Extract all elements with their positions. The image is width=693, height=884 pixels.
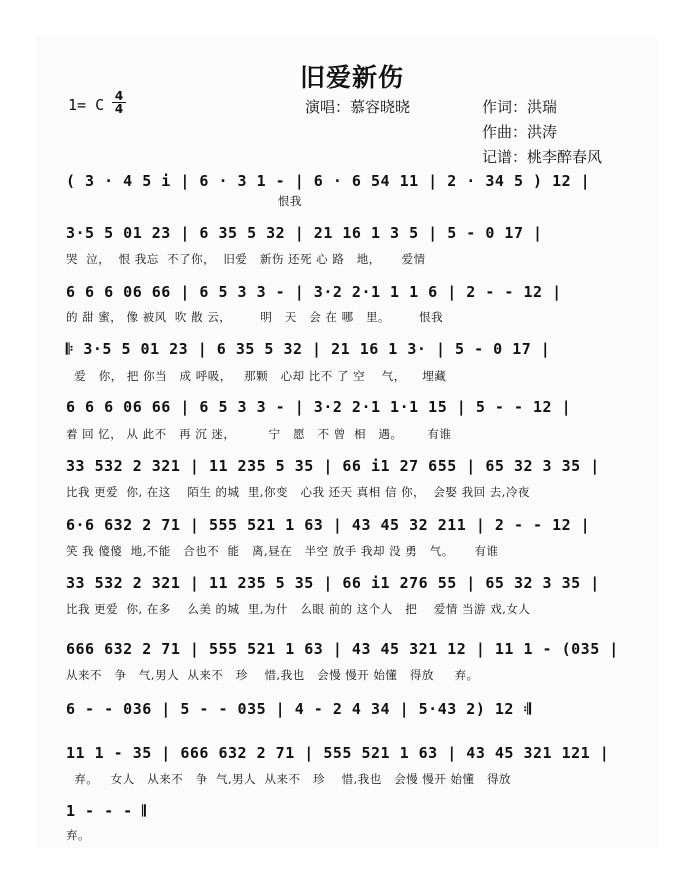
notation-line-9: 666 632 2 71 | 555 521 1 63 | 43 45 321 12 | 11 1 - (035 | [66,640,619,658]
lyric-line-3: 的 甜 蜜， 像 被风 吹 散 云， 明 天 会 在 哪 里。 恨我 [66,310,444,324]
composer-credit: 作曲：洪涛 [482,123,558,141]
notation-line-8: 33 532 2 321 | 11 235 5 35 | 66 i1 276 55 | 65 32 3 35 | [66,574,600,592]
notation-line-12: 1 - - - 𝄂 [66,802,147,820]
lyric-line-1: 恨我 [66,194,302,208]
transcriber-credit: 记谱：桃李醉春风 [482,148,603,166]
song-title: 旧爱新伤 [300,63,405,92]
lyric-line-9: 从来不 争 气,男人 从来不 珍 惜,我也 会慢 慢开 始懂 得放 弃。 [66,668,479,682]
lyric-line-5: 着 回 忆， 从 此不 再 沉 迷， 宁 愿 不 曾 相 遇。 有谁 [66,427,452,441]
lyric-line-8: 比我 更爱 你, 在多 么美 的城 里,为什 么眼 前的 这个人 把 爱情 当游 戏,女人 [66,602,531,616]
singer-credit: 演唱：慕容晓晓 [305,98,411,116]
key-signature: 1= C [68,96,105,114]
meter-denominator: 4 [114,102,124,116]
notation-line-4: 𝄆 3·5 5 01 23 | 6 35 5 32 | 21 16 1 3· | 5 - 0 17 | [66,340,551,358]
lyricist-credit: 作词：洪瑞 [482,98,558,116]
notation-line-1: ( 3 · 4 5 i | 6 · 3 1 - | 6 · 6 54 11 | 2 · 34 5 ) 12 | [66,172,591,190]
lyric-line-12: 弃。 [66,828,90,842]
lyric-line-11: 弃。 女人 从来不 争 气,男人 从来不 珍 惜,我也 会慢 慢开 始懂 得放 [66,772,511,786]
lyric-line-7: 笑 我 傻傻 地,不能 合也不 能 离,昼在 半空 放手 我却 没 勇 气。 有谁 [66,544,499,558]
time-signature [112,90,126,115]
meter-numerator: 4 [112,90,126,103]
notation-line-7: 6·6 632 2 71 | 555 521 1 63 | 43 45 32 211 | 2 - - 12 | [66,516,591,534]
lyric-line-2: 哭 泣， 恨 我忘 不了你， 旧爱 新伤 还死 心 路 地， 爱情 [66,252,426,266]
notation-line-6: 33 532 2 321 | 11 235 5 35 | 66 i1 27 655 | 65 32 3 35 | [66,457,600,475]
notation-line-11: 11 1 - 35 | 666 632 2 71 | 555 521 1 63 | 43 45 321 121 | [66,744,610,762]
notation-line-5: 6 6 6 06 66 | 6 5 3 3 - | 3·2 2·1 1·1 15 | 5 - - 12 | [66,398,572,416]
notation-line-3: 6 6 6 06 66 | 6 5 3 3 - | 3·2 2·1 1 1 6 | 2 - - 12 | [66,283,562,301]
lyric-line-4: 爱 你， 把 你当 成 呼吸， 那颗 心却 比不 了 空 气， 埋藏 [66,369,447,383]
notation-line-10: 6 - - 036 | 5 - - 035 | 4 - 2 4 34 | 5·43 2) 12 𝄇 [66,700,532,718]
lyric-line-6: 比我 更爱 你, 在这 陌生 的城 里,你变 心我 还天 真相 信 你， 会娶 我回 去,冷夜 [66,485,530,499]
notation-line-2: 3·5 5 01 23 | 6 35 5 32 | 21 16 1 3 5 | 5 - 0 17 | [66,224,543,242]
